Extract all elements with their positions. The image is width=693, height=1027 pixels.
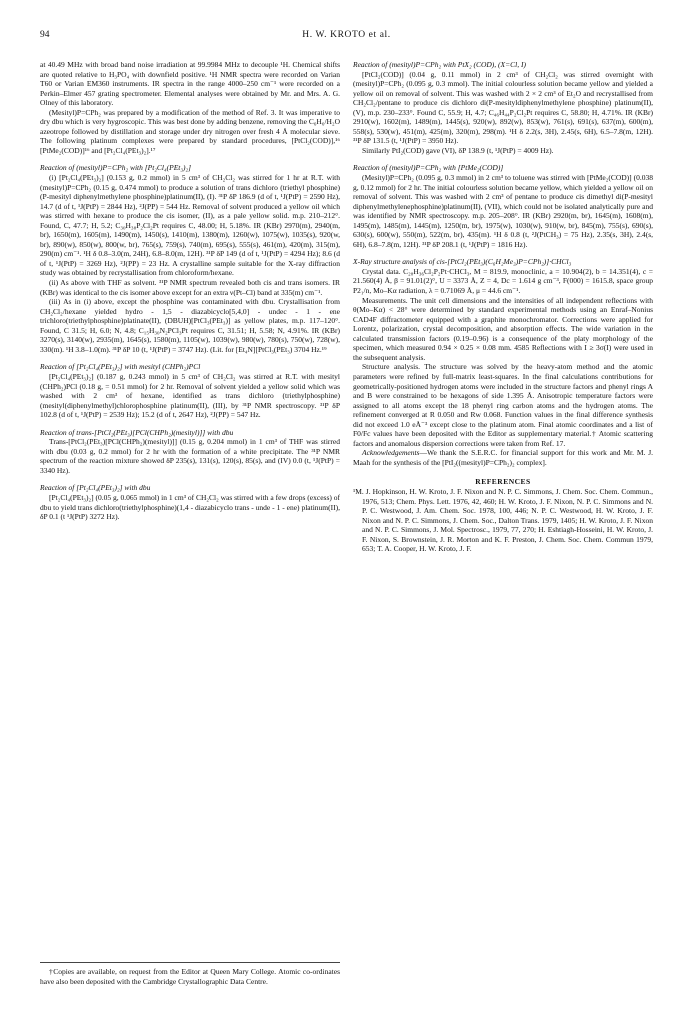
section-paragraph: (Mesityl)P=CPh₂ (0.095 g, 0.3 mmol) in 2 cm³ to toluene was stirred with [PtMe₂(COD)] (0.038 g, 0.12 mmol) for 2 hr. The initial colourless solution became yellow, which yielded a yellow oil on removal of solvent. This was washed with 2 cm³ of pentane to produce cis dimethyl di(P-mesityl diphenylmethylenephosphine)platinum(II), (VII), which could not be isolated analytically pure and was identified by NMR spectroscopy. m.p. 205–208°. IR (KBr) 2920(m, br), 1645(m), 1608(m), 1495(m), 1485(m), 1445(m), 1250(m, br), 1975(w), 1030(w), 910(w, br), 845(m), 755(s), 690(s), 630(s), 600(w), 550(m), 522(m, br), 435(m). ¹H δ 0.8 (t, ²J(PtCH₃) = 75 Hz), 2.35(s, 3H), 2.4(s, 6H), 6.8–7.8(m, 12H). ³¹P δP 208.1 (t, ¹J(PtP) = 1816 Hz). (353, 173, 653, 249)
acknowledgements (353, 448, 653, 467)
section-paragraph: Measurements. The unit cell dimensions and the intensities of all independent reflections with θ(Mo–Kα) < 28° were determined by standard experimental methods using an Enraf–Nonius CAD4F diffractometer equipped with a graphite monochromator. Corrections were applied for Lorentz, polarization, crystal decomposition, and absorption effects. The wide variation in the calculated transmission factors (0.19–0.96) is a consequence of the platy morphology of the specimen, which measured 0.94 × 0.25 × 0.08 mm. 4585 Reflections with I ≥ 3σ(I) were used in the subsequent analysis. (353, 295, 653, 362)
intro-paragraph: at 40.49 MHz with broad band noise irradiation at 99.9984 MHz to decouple ¹H. Chemical shifts are quoted relative to H₃PO₄ with downfield positive. ¹H NMR spectra were recorded on Varian T60 or Varian EM360 instruments. IR spectra in the range 4000–250 cm⁻¹ were recorded on a Perkin–Elmer 457 grating spectrometer. Elemental analyses were obtained by Mr. and Mrs. A. G. Olney of this laboratory. (40, 60, 340, 108)
section-heading-text: Reaction of (mesityl)P=CPh₂ with PtX₂ (COD), (X=Cl, I) (353, 60, 527, 69)
section-heading (40, 362, 340, 372)
left-column (40, 60, 340, 522)
section-paragraph: [PtCl₂(COD)] (0.04 g, 0.11 mmol) in 2 cm³ of CH₂Cl₂ was stirred overnight with (mesityl)P=CPh₂ (0.095 g, 0.3 mmol). The initial colourless solution became yellow and yielded a yellow oil on removal of solvent. This was washed with 2 × 2 cm³ of Et₂O and recrystallised from CH₂Cl₂/pentane to produce cis dichloro di(P-mesityldiphenylmethylene phosphine) platinum(II), (V), m.p. 230–233°. Found C, 55.9; H, 4.7; C₄₆H₄₄P₂Cl₂Pt requires C, 58.80; H, 4.71%. IR (KBr) 2910(w), 1602(m), 1489(m), 1445(s), 920(w), 892(w), 853(w), 761(s), 691(s), 637(m), 600(m), 558(s), 530(w), 451(m), 425(m), 320(m), 298(m). ¹H δ 2.2(s, 3H), 2.45(s, 6H), 6.5–7.8(m, 12H). ³¹P δP 131.5 (t, ¹J(PtP) = 3950 Hz). (353, 69, 653, 146)
section-paragraph: (iii) As in (i) above, except the phosphine was contaminated with dbu. Crystallisation from CH₂Cl₂/hexane yielded hydro - 1,5 - diazabicyclo[5,4,0] - undec - 1 - ene trichloro(triethylphosphine)platinate(II), (DBUH)[PtCl₃(PEt₃)] as yellow plates, m.p. 117–120°. Found, C 31.5; H, 6.0; N, 4.8; C₁₅H₃₀N₂PCl₃Pt requires C, 31.51; H, 5.58; N, 4.91%. IR (KBr) 3270(s), 3140(w), 2935(m), 1645(s), 1580(m), 1105(w), 1039(w), 980(w), 780(s), 750(w), 728(w), 330(m). ¹H 3.8–1.0(m). ³¹P δP 10 (t, ¹J(PtP) = 3747 Hz). (Lit. for [Et₄N][PtCl₃(PEt₃) 3704 Hz.¹⁹ (40, 297, 340, 354)
section-paragraph: Similarly PtI₂(COD) gave (VI), δP 138.9 (t, ¹J(PtP) = 4009 Hz). (362, 145, 554, 155)
section-paragraph: Crystal data. C₂₈H₃₆Cl₂P₂Pt·CHCl₃, M = 819.9, monoclinic, a = 10.904(2), b = 14.351(4), c = 21.560(4) Å, β = 91.01(2)°, U = 3373 Å, Z = 4, Dc = 1.614 g cm⁻³, F(000) = 1615.8, space group P2₁/n, Mo–Kα radiation, λ = 0.71069 Å, μ = 44.6 cm⁻¹. (353, 266, 653, 296)
section-heading (353, 60, 653, 70)
acknowledgements-heading: Acknowledgements (362, 448, 420, 458)
section-heading (353, 257, 653, 267)
section-heading-text: Reaction of (mesityl)P=CPh₂ with [PtMe₂(COD)] (353, 163, 504, 173)
page-number: 94 (40, 30, 50, 40)
section-heading (40, 163, 340, 173)
section-heading (40, 483, 340, 493)
acknowledgements-text: —We thank the S.E.R.C. for financial support for this work and Mr. M. J. Maah for the synthesis of the [PtI₂((mesityl)P=CPh₂)₂ complex]. (353, 448, 653, 467)
section-heading-text: Reaction of trans-[PtCl₂(PEt₃)[PCl(CHPh₂)(mesityl)]] with dbu (40, 427, 234, 437)
section-paragraph: Trans-[PtCl₂(PEt₃)[PCl(CHPh₂)(mesityl)]] (0.15 g, 0.204 mmol) in 1 cm³ of THF was stirred with dbu (0.03 g, 0.2 mmol) for 2 hr with the formation of a white precipitate. The ³¹P NMR spectrum of the reaction mixture showed δP 235(s), 131(s), 120(s), 85(s), and (IV) 0.0 (t, ¹J(PtP) = 3340 Hz). (40, 437, 340, 475)
section-heading-text: X-Ray structure analysis of cis-[PtCl₂(PEt₃)(C₆H₂Me₃)P=CPh₂)]·CHCl₃ (353, 257, 572, 267)
references-title: REFERENCES (475, 477, 531, 487)
section-heading-text: Reaction of [Pt₂Cl₄(PEt₃)₂] with mesityl (CHPh₂)PCl (40, 362, 201, 372)
section-heading (353, 163, 653, 173)
section-heading (40, 428, 340, 438)
page-header (40, 30, 653, 44)
section-paragraph: [Pt₂Cl₄(PEt₃)₂] (0.187 g, 0.243 mmol) in 5 cm³ of CH₂Cl₂ was stirred at R.T. with mesityl (CHPh₂)PCl (0.18 g, = 0.51 mmol) for 2 hr. Removal of solvent yielded a yellow solid which was washed with 2 cm³ of hexane, identified as trans dichloro (triethylphosphine)(mesityl(diphenylmethyl)chlorophosphine platinum(II), (III), by ³¹P NMR spectroscopy. ³¹P δP 102.8 (d of t, ¹J(PtP) = 2539 Hz); 15.2 (d of t, 2647 Hz), ²J(PP) = 547 Hz. (40, 371, 340, 420)
section-paragraph: Structure analysis. The structure was solved by the heavy-atom method and the atomic parameters were refined by full-matrix least-squares. In the final calculations contributions for geometrically-positioned hydrogen atoms were included in the structure factors and phenyl rings A and B were constrained to be hexagons of side 1.395 Å. Anisotropic temperature factors were assigned to all atoms except the 18 phenyl ring carbon atoms and the hydrogen atoms. The refinement converged at R 0.050 and Rw 0.068. Function values in the final difference synthesis did not exceed 1.0 eÅ⁻³ except close to the platinum atom. Final atomic coordinates and a list of F0/Fc values have been deposited with the Editor as supplementary material.† Atomic scattering factors and anomalous dispersion corrections were taken from Ref. 17. (353, 362, 653, 448)
section-paragraph: (i) [Pt₂Cl₄(PEt₃)₂] (0.153 g, 0.2 mmol) in 5 cm³ of CH₂Cl₂ was stirred for 1 hr at R.T. with (mesityl)P=CPh₂ (0.15 g, 0.474 mmol) to produce a solution of trans dichloro (triethyl phosphine) (P-mesityl diphenylmethylene phosphine)platinum(II), (I). ³¹P δP 186.9 (d of t, ¹J(PtP) = 2590 Hz), 14.7 (d of t, ¹J(PtP) = 2844 Hz), ²J(PP) = 544 Hz. Removal of solvent produced a yellow oil which was stirred with hexane to produce the cis isomer, (II), as a pale yellow solid. m.p. 210–212°. Found, C, 47.7; H, 5.2; C₃₀H₃₈P₂Cl₂Pt requires C, 48.00; H, 5.18%. IR (KBr) 2970(m), 2940(m, br), 1650(m), 1605(m), 1490(m), 1450(s), 1410(m), 1380(m), 1260(w), 1075(w), 1035(s), 920(w, br), 890(w), 850(w), 800(w, br), 765(s), 759(s), 740(m), 695(s), 555(s), 461(m), 420(m), 315(m), 290(m) cm⁻¹. ¹H δ 0.8–3.0(m, 24H), 6.8–8.0(m, 12H). ³¹P δP 149 (d of t, ¹J(PtP) = 4294 Hz); 8.6 (d of t, ¹J(PtP) = 3269 Hz), ²J(PP) = 23 Hz. A crystalline sample suitable for the X-ray diffraction study was obtained by recrystallisation from chloroform/hexane. (40, 173, 340, 278)
reference-item: ¹M. J. Hopkinson, H. W. Kroto, J. F. Nixon and N. P. C. Simmons, J. Chem. Soc. Chem. Commun., 1976, 513; Chem. Phys. Lett. 1976, 42, 460; H. W. Kroto, J. F. Nixon, N. P. C. Simmons and N. P. C. Westwood, J. Am. Chem. Soc. 1978, 100, 446; N. P. C. Westwood, H. W. Kroto, J. F. Nixon and N. P. C. Simmons, J. Chem. Soc., Dalton Trans. 1979, 1405; H. W. Kroto, J. F. Nixon and N. P. C. Simmons, J. Mol. Spectrosc., 1979, 77, 270; H. Eshtiagh-Hosseini, H. W. Kroto, J. F. Nixon, S. Brownstein, J. R. Morton and K. F. Preston, J. Chem. Soc. Chem. Commun 1979, 653; T. A. Cooper, H. W. Kroto, J. F. (353, 486, 653, 554)
section-paragraph: (ii) As above with THF as solvent. ³¹P NMR spectrum revealed both cis and trans isomers. IR (KBr) was identical to the cis isomer above except for an extra ν(Pt–Cl) band at 335(m) cm⁻¹. (40, 278, 340, 297)
footnote: †Copies are available, on request from the Editor at Queen Mary College. Atomic co-ordinates have also been deposited with the Cambridge Crystallographic Data Centre. (40, 962, 340, 986)
section-paragraph: [Pt₂Cl₄(PEt₃)₂] (0.05 g, 0.065 mmol) in 1 cm³ of CH₂Cl₂ was stirred with a few drops (excess) of dbu to yield trans dichloro(triethylphosphine)(1,4 - diazabicyclo trans - unde - 1 - ene) platinum(II), δP 0.1 (t ¹J(PtP) 3272 Hz). (40, 492, 340, 522)
right-column (353, 60, 653, 554)
section-heading-text: Reaction of (mesityl)P=CPh₂ with [Pt₂Cl₄(PEt₃)₂] (40, 163, 191, 173)
section-heading-text: Reaction of [Pt₂Cl₄(PEt₃)₂] with dbu (40, 483, 151, 493)
intro-paragraph: (Mesityl)P=CPh₂ was prepared by a modification of the method of Ref. 3. It was imperative to dry dbu which is very hygroscopic. This was best done by adding benzene, removing the C₆H₆/H₂O azeotrope followed by distillation and storage under dry nitrogen over fresh 4 Å molecular sieve. The following platinum complexes were prepared by standard procedures, [PtCl₂(COD)],¹⁶ [PtMe₂(COD)]¹⁶ and [Pt₂Cl₄(PEt₃)₂].¹⁷ (40, 107, 340, 155)
running-head: H. W. KROTO et al. (302, 30, 391, 40)
